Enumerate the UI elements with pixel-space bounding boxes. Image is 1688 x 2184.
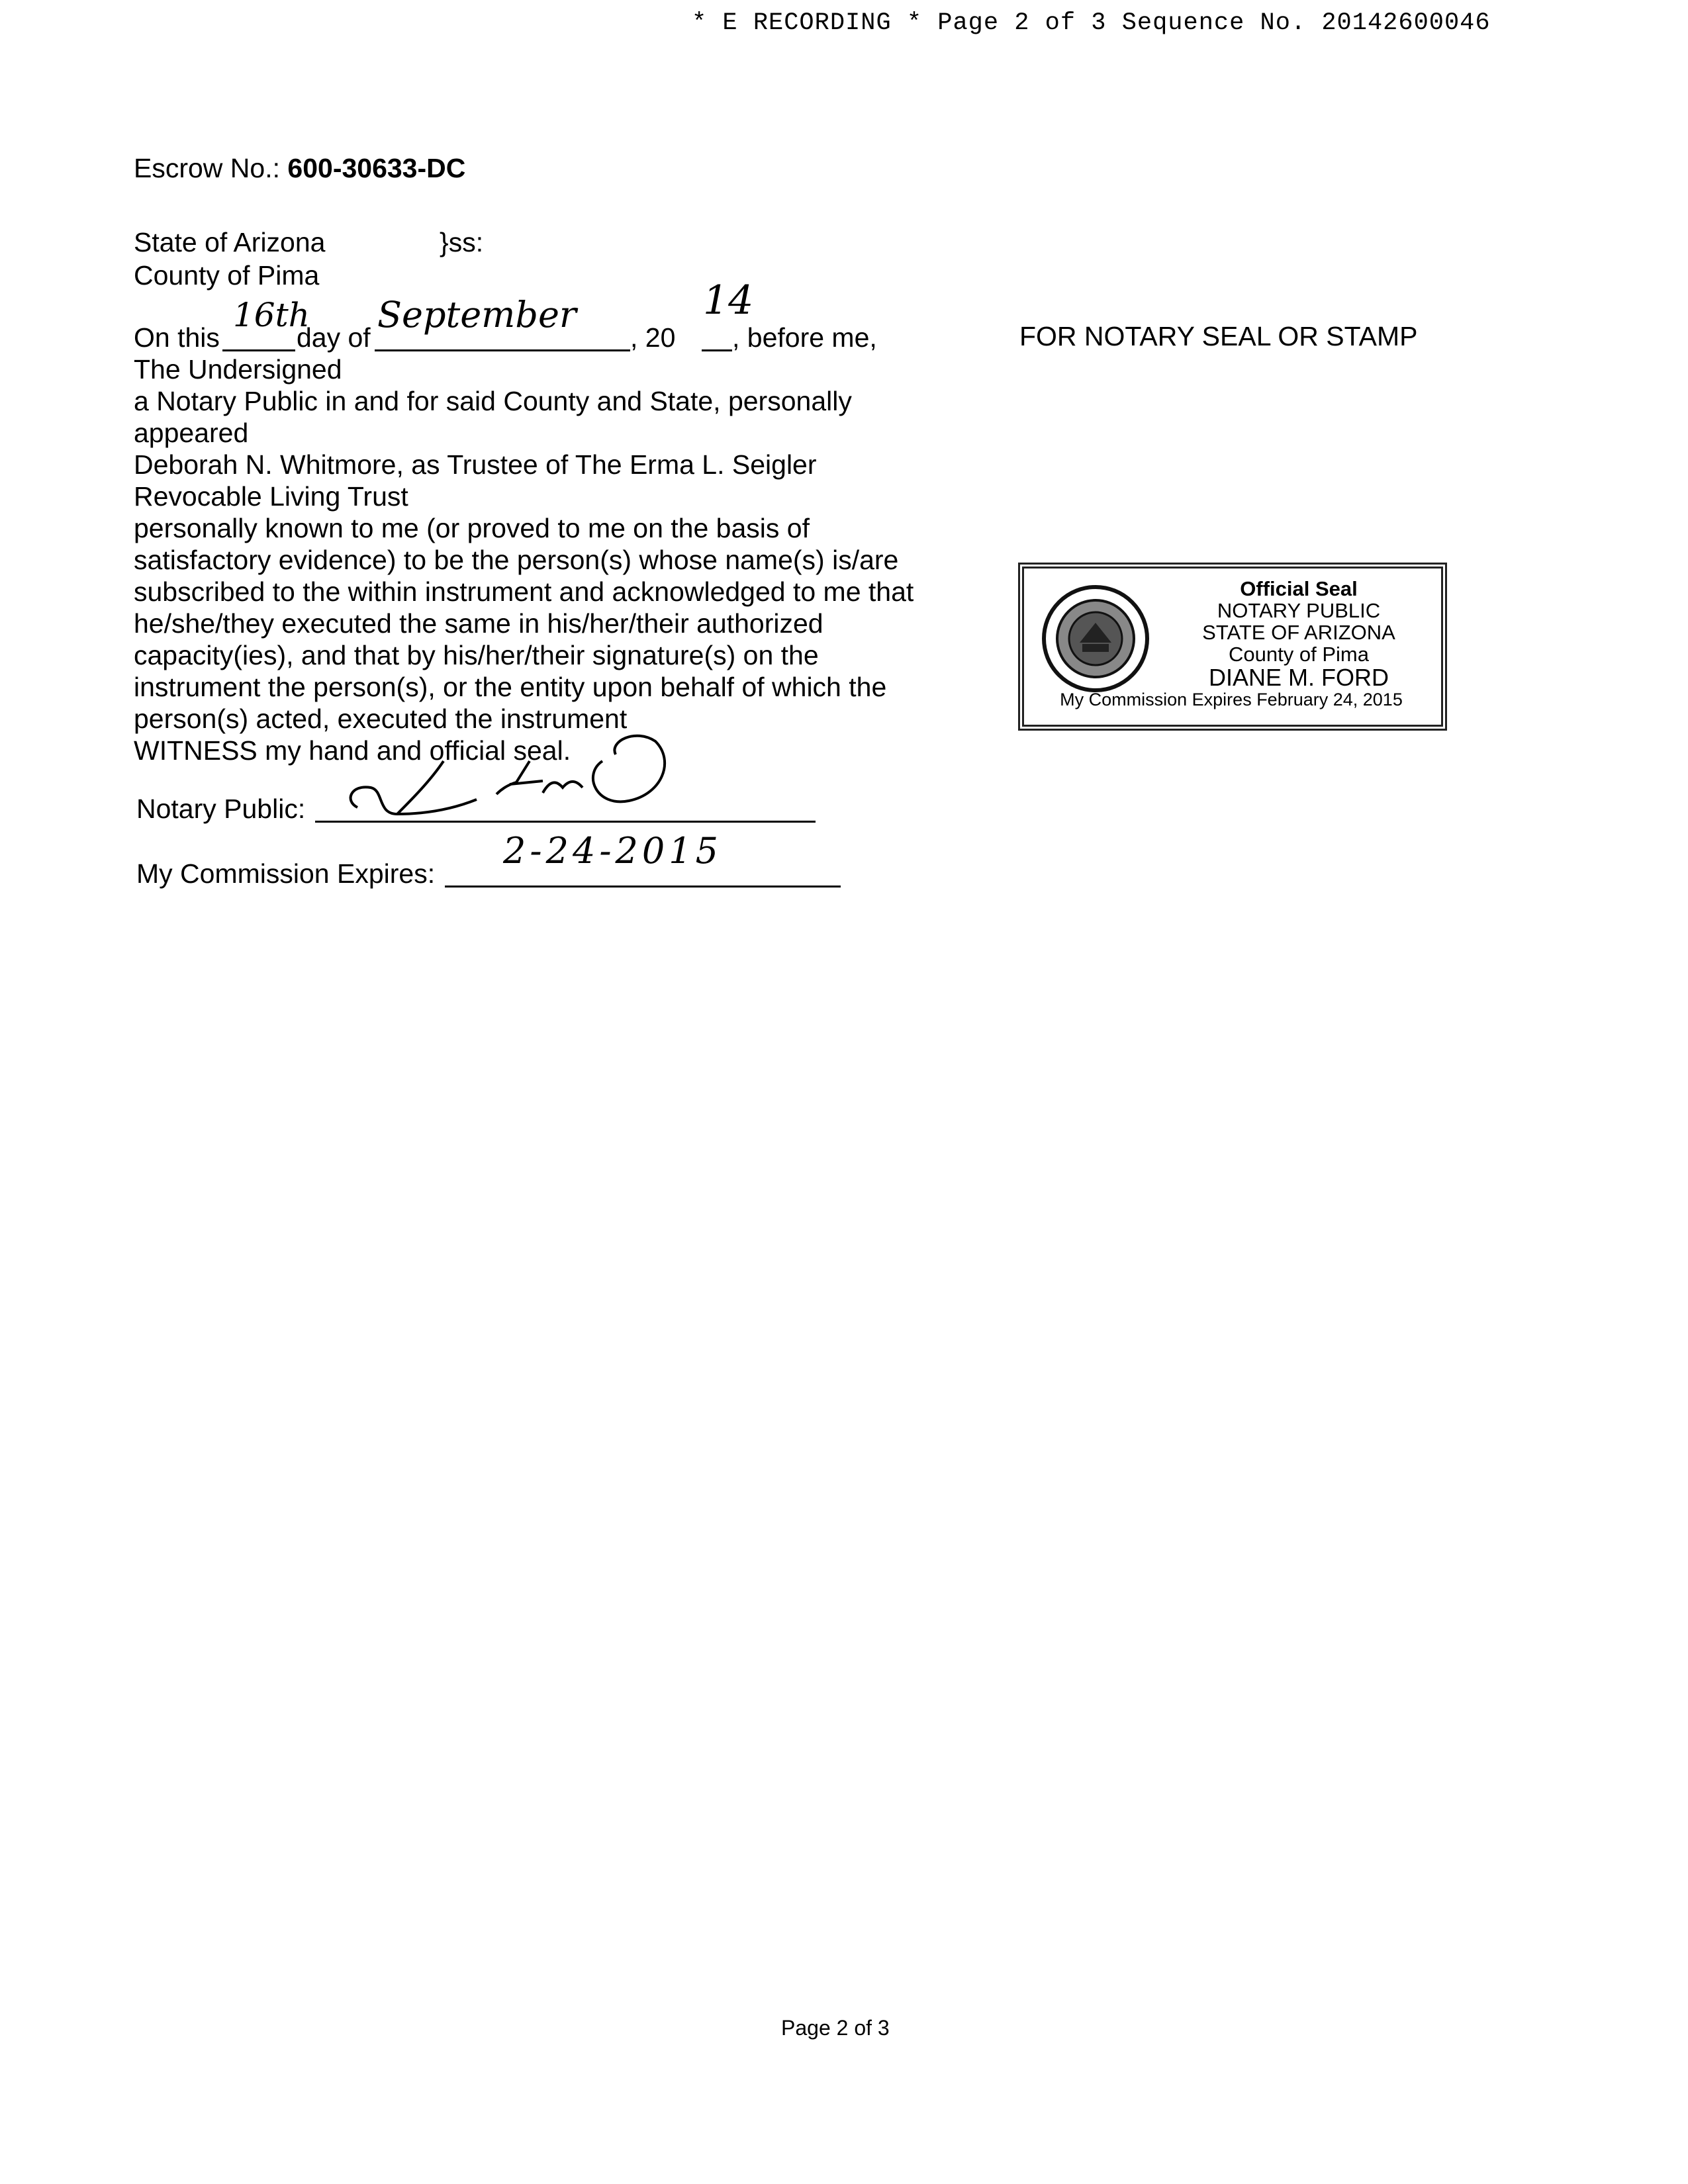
venue-state: State of Arizona [134, 227, 326, 257]
ack-line: Deborah N. Whitmore, as Trustee of The Erma L. Seigler [134, 449, 817, 480]
before-me-text: , before me, [732, 322, 877, 353]
page-footer: Page 2 of 3 [781, 2016, 890, 2040]
stamp-text [1170, 578, 1428, 690]
venue-county: County of Pima [134, 260, 320, 291]
commission-label: My Commission Expires: [136, 858, 436, 889]
ack-line: appeared [134, 418, 249, 448]
stamp-line: STATE OF ARIZONA [1202, 621, 1395, 644]
day-blank [222, 349, 295, 351]
stamp-line: County of Pima [1229, 643, 1369, 666]
stamp-line: NOTARY PUBLIC [1217, 599, 1381, 622]
ack-line: satisfactory evidence) to be the person(s) whose name(s) is/are [134, 545, 899, 575]
stamp-commission-line: My Commission Expires February 24, 2015 [1060, 690, 1403, 709]
escrow-line [134, 152, 465, 184]
escrow-label: Escrow No.: [134, 153, 280, 183]
handwritten-year: 14 [703, 277, 754, 324]
ack-line: instrument the person(s), or the entity upon behalf of which the [134, 672, 887, 702]
handwritten-day: 16th [233, 296, 310, 334]
recording-header: * E RECORDING * Page 2 of 3 Sequence No. 20142600046 [692, 9, 1491, 37]
acknowledgment-body [134, 353, 914, 766]
ack-line: capacity(ies), and that by his/her/their signature(s) on the [134, 640, 819, 670]
escrow-number: 600-30633-DC [287, 153, 466, 183]
on-this-text: On this [134, 322, 220, 353]
arizona-seal-icon [1040, 583, 1151, 694]
stamp-line: DIANE M. FORD [1208, 664, 1389, 691]
day-of-text: day of [297, 322, 371, 353]
seal-area-label: FOR NOTARY SEAL OR STAMP [1019, 321, 1418, 351]
ack-line: The Undersigned [134, 354, 342, 385]
commission-handwritten: 2-24-2015 [503, 830, 722, 872]
stamp-line: Official Seal [1240, 577, 1358, 600]
handwritten-month: September [377, 294, 577, 336]
month-blank [375, 349, 630, 351]
ack-line: subscribed to the within instrument and acknowledged to me that [134, 576, 914, 607]
ack-line: a Notary Public in and for said County and State, personally [134, 386, 852, 416]
year-blank [702, 349, 732, 351]
comma-20-text: , 20 [630, 322, 676, 353]
ack-line: person(s) acted, executed the instrument [134, 704, 628, 734]
notary-signature [344, 721, 702, 834]
ack-line: he/she/they executed the same in his/her/their authorized [134, 608, 823, 639]
notary-stamp [1018, 563, 1447, 731]
venue-ss: }ss: [440, 227, 484, 257]
ack-line: personally known to me (or proved to me on the basis of [134, 513, 810, 543]
ack-line: WITNESS my hand and official seal. [134, 735, 571, 766]
ack-line: Revocable Living Trust [134, 481, 408, 512]
commission-line [445, 886, 841, 887]
notary-label: Notary Public: [136, 794, 306, 824]
